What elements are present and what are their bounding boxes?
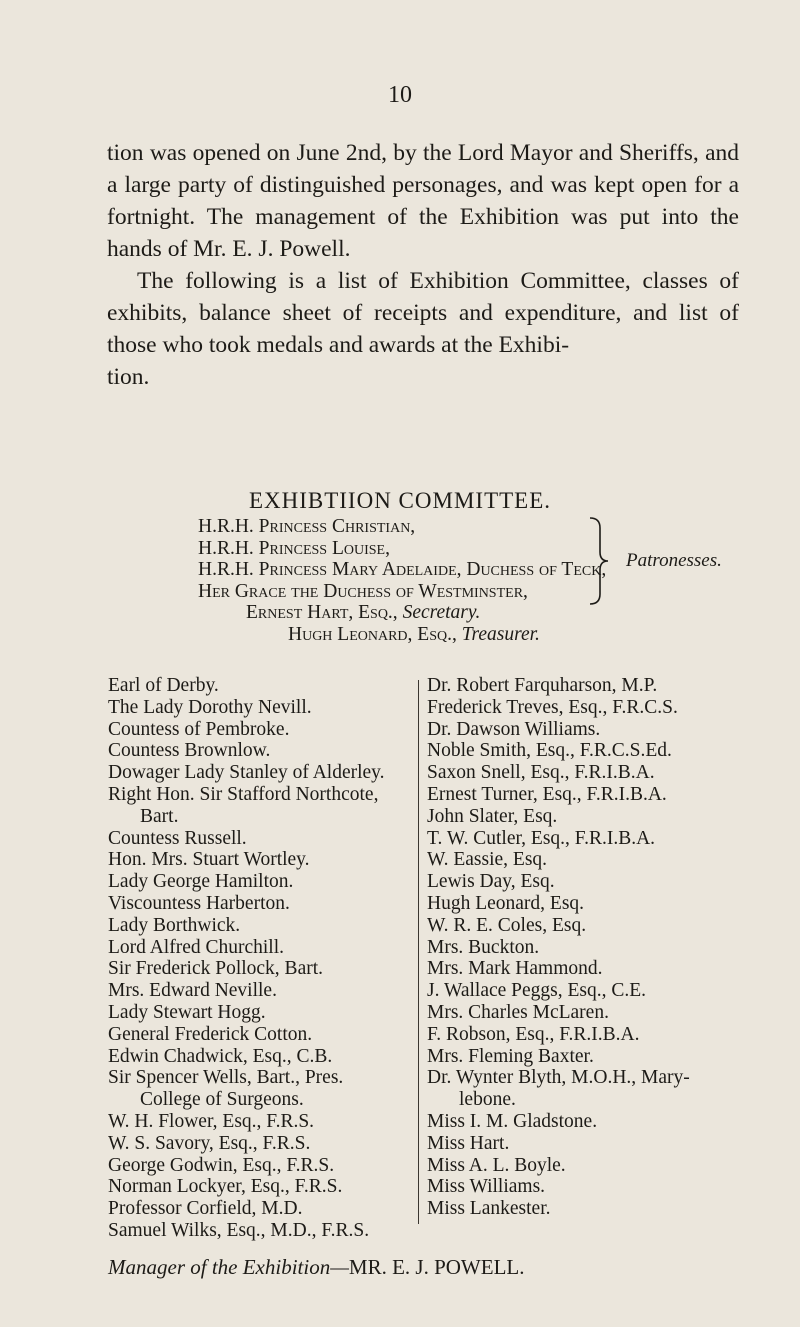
list-item: Countess Brownlow. [108, 740, 271, 762]
list-item: Lady Borthwick. [108, 914, 241, 936]
list-item: F. Robson, Esq., F.R.I.B.A. [427, 1023, 640, 1045]
list-item: Lady George Hamilton. [108, 871, 294, 893]
committee-right-column [427, 675, 745, 1220]
list-item: Mrs. Edward Neville. [108, 980, 277, 1002]
list-item: Samuel Wilks, Esq., M.D., F.R.S. [108, 1219, 370, 1241]
list-item: Miss Williams. [427, 1176, 546, 1198]
list-item: Countess Russell. [108, 827, 247, 849]
list-item: Noble Smith, Esq., F.R.C.S.Ed. [427, 740, 672, 762]
intro-paragraph-2: The following is a list of Exhibition Committee, classes of exhibits, balance sheet of receipts and expenditure, and list of those who took medals and awards at the Exhibi- [107, 268, 739, 358]
treasurer-name: Hugh Leonard, Esq., [288, 623, 457, 645]
list-item: Saxon Snell, Esq., F.R.I.B.A. [427, 762, 655, 784]
list-item: W. R. E. Coles, Esq. [427, 914, 587, 936]
patroness-name: H.R.H. Princess Christian, [198, 516, 416, 537]
list-item: W. Eassie, Esq. [427, 849, 548, 871]
list-item: Miss Hart. [427, 1132, 510, 1154]
secretary-line [198, 602, 606, 624]
list-item: Miss A. L. Boyle. [427, 1154, 566, 1176]
list-item: Dr. Dawson Williams. [427, 718, 601, 740]
list-item: Mrs. Mark Hammond. [427, 958, 603, 980]
list-item: Sir Spencer Wells, Bart., Pres. [108, 1067, 344, 1089]
list-item: Edwin Chadwick, Esq., C.B. [108, 1045, 333, 1067]
list-item: W. S. Savory, Esq., F.R.S. [108, 1132, 311, 1154]
list-item: Lewis Day, Esq. [427, 871, 555, 893]
list-item: Norman Lockyer, Esq., F.R.S. [108, 1176, 343, 1198]
secretary-name: Ernest Hart, Esq., [246, 602, 398, 623]
secretary-role: Secretary. [402, 602, 481, 623]
list-item: W. H. Flower, Esq., F.R.S. [108, 1110, 315, 1132]
list-item: Miss Lankester. [427, 1198, 551, 1220]
list-item: Mrs. Buckton. [427, 936, 540, 958]
list-item-continuation: Bart. [140, 805, 179, 827]
list-item: George Godwin, Esq., F.R.S. [108, 1154, 335, 1176]
list-item: Professor Corfield, M.D. [108, 1198, 303, 1220]
brace-icon [586, 516, 616, 606]
treasurer-line [198, 624, 606, 646]
list-item: Miss I. M. Gladstone. [427, 1110, 598, 1132]
patronesses-label: Patronesses. [626, 550, 722, 571]
list-item: Lord Alfred Churchill. [108, 936, 285, 958]
list-item: Lady Stewart Hogg. [108, 1001, 266, 1023]
patronesses-list [198, 516, 606, 645]
list-item: Frederick Treves, Esq., F.R.C.S. [427, 696, 678, 718]
list-item: T. W. Cutler, Esq., F.R.I.B.A. [427, 827, 656, 849]
patroness-name: H.R.H. Princess Mary Adelaide, Duchess of Teck, [198, 559, 607, 580]
intro-text [107, 137, 739, 393]
list-item: Viscountess Harberton. [108, 892, 290, 914]
page-number: 10 [388, 82, 412, 108]
list-item-continuation: lebone. [459, 1089, 516, 1111]
intro-paragraph-3: tion. [107, 364, 150, 390]
manager-name: MR. E. J. POWELL. [348, 1255, 525, 1279]
list-item: J. Wallace Peggs, Esq., C.E. [427, 980, 647, 1002]
list-item: The Lady Dorothy Nevill. [108, 696, 312, 718]
list-item: Hugh Leonard, Esq. [427, 892, 585, 914]
list-item: Dr. Robert Farquharson, M.P. [427, 675, 658, 696]
list-item: Ernest Turner, Esq., F.R.I.B.A. [427, 783, 667, 805]
list-item: Mrs. Charles McLaren. [427, 1001, 609, 1023]
list-item: Right Hon. Sir Stafford Northcote, [108, 783, 379, 805]
list-item: Sir Frederick Pollock, Bart. [108, 958, 324, 980]
manager-label: Manager of the Exhibition— [108, 1255, 349, 1279]
list-item: Countess of Pembroke. [108, 718, 290, 740]
patroness-name: Her Grace the Duchess of Westminster, [198, 580, 528, 602]
patroness-name: H.R.H. Princess Louise, [198, 537, 390, 559]
list-item: John Slater, Esq. [427, 805, 558, 827]
list-item: Dowager Lady Stanley of Alderley. [108, 762, 385, 784]
treasurer-role: Treasurer. [461, 623, 540, 645]
list-item: Dr. Wynter Blyth, M.O.H., Mary- [427, 1067, 690, 1089]
manager-line [108, 1255, 524, 1280]
list-item: General Frederick Cotton. [108, 1023, 313, 1045]
column-divider [418, 680, 419, 1224]
section-heading: EXHIBTIION COMMITTEE. [248, 488, 552, 513]
list-item: Hon. Mrs. Stuart Wortley. [108, 849, 310, 871]
committee-left-column [108, 675, 416, 1242]
list-item: Mrs. Fleming Baxter. [427, 1045, 594, 1067]
list-item-continuation: College of Surgeons. [140, 1089, 304, 1111]
list-item: Earl of Derby. [108, 675, 219, 696]
intro-paragraph-1: tion was opened on June 2nd, by the Lord Mayor and Sheriffs, and a large party of distinguished personages, and was kept open for a fortnight. The management of the Exhibition was put into the hands of Mr. E. J. Powell. [107, 140, 739, 262]
